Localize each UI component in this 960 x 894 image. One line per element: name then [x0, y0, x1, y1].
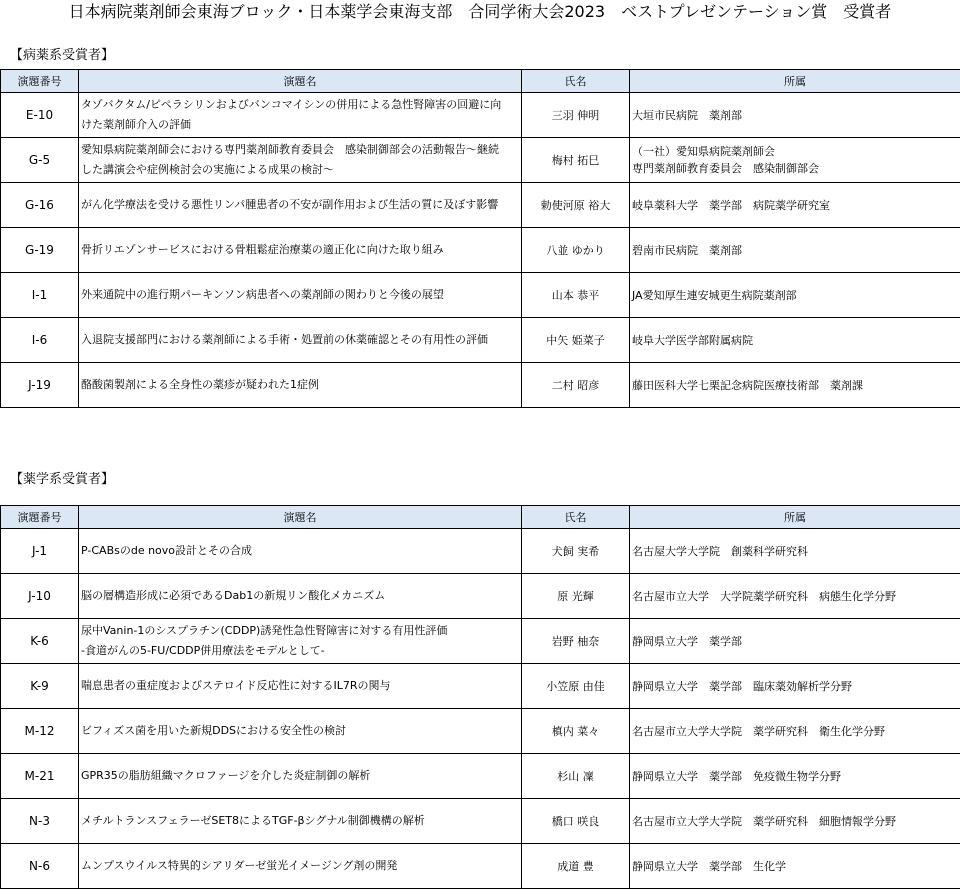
cell-number: E-10	[1, 93, 79, 138]
cell-number: J-10	[1, 574, 79, 619]
table-row	[1, 664, 960, 709]
cell-name: 成道 豊	[522, 844, 630, 889]
header-title: 演題名	[79, 506, 522, 529]
cell-name: 八並 ゆかり	[522, 228, 630, 273]
cell-title: 酪酸菌製剤による全身性の薬疹が疑われた1症例	[79, 363, 522, 408]
cell-title: ムンプスウイルス特異的シアリダーゼ蛍光イメージング剤の開発	[79, 844, 522, 889]
table-row	[1, 228, 960, 273]
cell-name: 小笠原 由佳	[522, 664, 630, 709]
cell-affiliation: 藤田医科大学七栗記念病院医療技術部 薬剤課	[630, 363, 960, 408]
cell-title: 尿中Vanin-1のシスプラチン(CDDP)誘発性急性腎障害に対する有用性評価 -食道がんの5-FU/CDDP併用療法をモデルとして-	[79, 619, 522, 664]
pharmacy-awardees-table	[0, 505, 960, 889]
table-row	[1, 709, 960, 754]
header-affiliation: 所属	[630, 70, 960, 93]
table-header-row	[1, 506, 960, 529]
cell-affiliation: 岐阜薬科大学 薬学部 病院薬学研究室	[630, 183, 960, 228]
cell-affiliation: （一社）愛知県病院薬剤師会 専門薬剤師教育委員会 感染制御部会	[630, 138, 960, 183]
cell-affiliation: 静岡県立大学 薬学部	[630, 619, 960, 664]
cell-affiliation: JA愛知厚生連安城更生病院薬剤部	[630, 273, 960, 318]
cell-name: 槙内 菜々	[522, 709, 630, 754]
cell-number: G-19	[1, 228, 79, 273]
cell-title: メチルトランスフェラーゼSET8によるTGF-βシグナル制御機構の解析	[79, 799, 522, 844]
cell-affiliation: 名古屋大学大学院 創薬科学研究科	[630, 529, 960, 574]
cell-title: 外来通院中の進行期パーキンソン病患者への薬剤師の関わりと今後の展望	[79, 273, 522, 318]
cell-number: G-5	[1, 138, 79, 183]
cell-affiliation: 静岡県立大学 薬学部 生化学	[630, 844, 960, 889]
cell-number: K-6	[1, 619, 79, 664]
cell-affiliation: 静岡県立大学 薬学部 臨床薬効解析学分野	[630, 664, 960, 709]
cell-name: 二村 昭彦	[522, 363, 630, 408]
cell-number: I-1	[1, 273, 79, 318]
cell-number: M-12	[1, 709, 79, 754]
cell-number: I-6	[1, 318, 79, 363]
cell-name: 橋口 咲良	[522, 799, 630, 844]
header-title: 演題名	[79, 70, 522, 93]
cell-affiliation: 碧南市民病院 薬剤部	[630, 228, 960, 273]
cell-number: N-6	[1, 844, 79, 889]
table-row	[1, 529, 960, 574]
table-header-row	[1, 70, 960, 93]
cell-title: がん化学療法を受ける悪性リンパ腫患者の不安が副作用および生活の質に及ぼす影響	[79, 183, 522, 228]
cell-title: P-CABsのde novo設計とその合成	[79, 529, 522, 574]
table-row	[1, 844, 960, 889]
section-label-hospital: 【病薬系受賞者】	[10, 48, 115, 63]
cell-affiliation: 名古屋市立大学大学院 薬学研究科 細胞情報学分野	[630, 799, 960, 844]
header-name: 氏名	[522, 70, 630, 93]
table-row	[1, 574, 960, 619]
cell-name: 杉山 凜	[522, 754, 630, 799]
hospital-awardees-table	[0, 69, 960, 408]
cell-title: 脳の層構造形成に必須であるDab1の新規リン酸化メカニズム	[79, 574, 522, 619]
cell-name: 山本 恭平	[522, 273, 630, 318]
table-row	[1, 273, 960, 318]
cell-number: G-16	[1, 183, 79, 228]
table-row	[1, 619, 960, 664]
cell-title: 愛知県病院薬剤師会における専門薬剤師教育委員会 感染制御部会の活動報告～継続 した講演会や症例検討会の実施による成果の検討～	[79, 138, 522, 183]
cell-number: J-1	[1, 529, 79, 574]
table-row	[1, 318, 960, 363]
cell-number: M-21	[1, 754, 79, 799]
cell-name: 中矢 姫菜子	[522, 318, 630, 363]
page-title: 日本病院薬剤師会東海ブロック・日本薬学会東海支部 合同学術大会2023 ベストプレゼンテーション賞 受賞者	[68, 2, 892, 21]
cell-name: 犬飼 実希	[522, 529, 630, 574]
header-affiliation: 所属	[630, 506, 960, 529]
cell-number: K-9	[1, 664, 79, 709]
cell-title: タゾバクタム/ピペラシリンおよびバンコマイシンの併用による急性腎障害の回避に向 けた薬剤師介入の評価	[79, 93, 522, 138]
cell-title: 骨折リエゾンサービスにおける骨粗鬆症治療薬の適正化に向けた取り組み	[79, 228, 522, 273]
cell-name: 原 光輝	[522, 574, 630, 619]
cell-number: J-19	[1, 363, 79, 408]
cell-name: 三羽 伸明	[522, 93, 630, 138]
header-number: 演題番号	[1, 506, 79, 529]
table-row	[1, 183, 960, 228]
table-row	[1, 799, 960, 844]
cell-name: 梅村 拓巳	[522, 138, 630, 183]
cell-title: ビフィズス菌を用いた新規DDSにおける安全性の検討	[79, 709, 522, 754]
cell-title: 入退院支援部門における薬剤師による手術・処置前の休薬確認とその有用性の評価	[79, 318, 522, 363]
cell-title: GPR35の脂肪組織マクロファージを介した炎症制御の解析	[79, 754, 522, 799]
cell-affiliation: 名古屋市立大学 大学院薬学研究科 病態生化学分野	[630, 574, 960, 619]
section-label-pharmacy: 【薬学系受賞者】	[10, 472, 115, 487]
table-row	[1, 754, 960, 799]
cell-title: 喘息患者の重症度およびステロイド反応性に対するIL7Rの関与	[79, 664, 522, 709]
cell-number: N-3	[1, 799, 79, 844]
cell-name: 勅使河原 裕大	[522, 183, 630, 228]
header-number: 演題番号	[1, 70, 79, 93]
header-name: 氏名	[522, 506, 630, 529]
cell-affiliation: 岐阜大学医学部附属病院	[630, 318, 960, 363]
cell-affiliation: 大垣市民病院 薬剤部	[630, 93, 960, 138]
table-row	[1, 138, 960, 183]
table-row	[1, 363, 960, 408]
cell-affiliation: 名古屋市立大学大学院 薬学研究科 衛生化学分野	[630, 709, 960, 754]
table-row	[1, 93, 960, 138]
cell-name: 岩野 柚奈	[522, 619, 630, 664]
cell-affiliation: 静岡県立大学 薬学部 免疫微生物学分野	[630, 754, 960, 799]
